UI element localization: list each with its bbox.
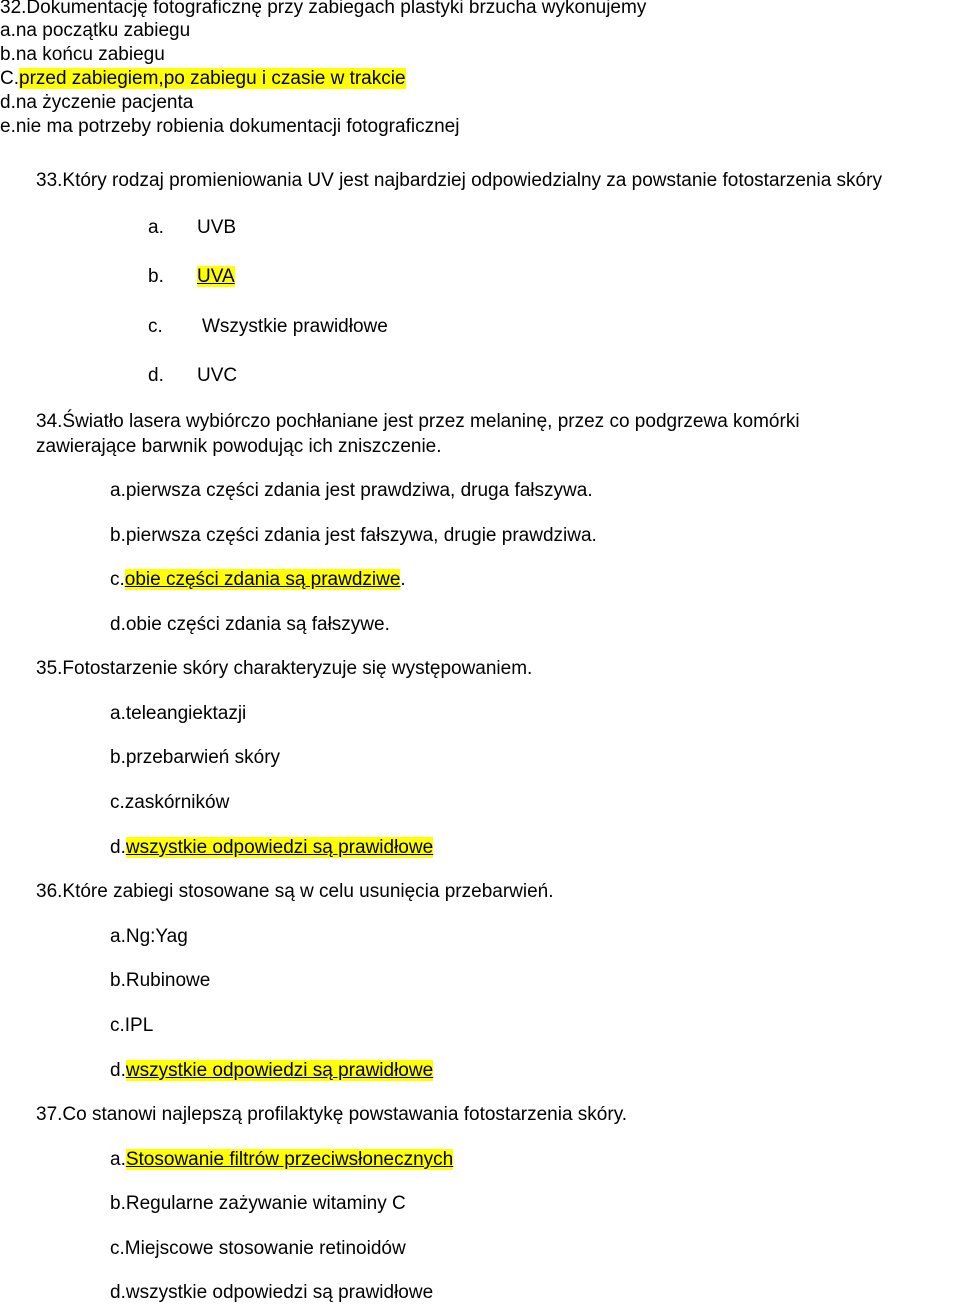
q32-option-a: a.na początku zabiegu — [0, 20, 191, 41]
q36-option-a: a.Ng:Yag — [110, 926, 188, 947]
q33-option-b — [148, 266, 235, 288]
q33-option-c-marker: c. — [148, 316, 163, 337]
q36-option-d — [110, 1060, 433, 1082]
q35-option-a: a.teleangiektazji — [110, 703, 247, 724]
q37-option-a-marker: a. — [110, 1149, 126, 1170]
q33-option-c-text: Wszystkie prawidłowe — [202, 316, 388, 337]
q33-correct-answer-highlight: UVA — [197, 266, 235, 287]
q32-question: 32.Dokumentację fotograficznę przy zabiegach plastyki brzucha wykonujemy — [0, 0, 647, 18]
q32-option-c-marker: C. — [0, 68, 19, 89]
q36-option-b: b.Rubinowe — [110, 970, 211, 991]
q34-option-c-period: . — [400, 569, 406, 590]
q35-option-d — [110, 837, 433, 859]
q34-option-c-marker: c. — [110, 569, 125, 590]
q37-option-b: b.Regularne zażywanie witaminy C — [110, 1193, 406, 1214]
q33-option-a — [148, 217, 236, 239]
q33-question: 33.Który rodzaj promieniowania UV jest najbardziej odpowiedzialny za powstanie fotostarzenia skóry — [36, 170, 882, 191]
q34-question-line2: zawierające barwnik powodując ich zniszczenie. — [36, 436, 442, 457]
q35-option-d-marker: d. — [110, 837, 126, 858]
q36-option-c: c.IPL — [110, 1015, 154, 1036]
q33-option-d — [148, 365, 237, 387]
q35-correct-answer-highlight: wszystkie odpowiedzi są prawidłowe — [125, 837, 434, 858]
q33-option-a-marker: a. — [148, 217, 164, 238]
q37-question: 37.Co stanowi najlepszą profilaktykę powstawania fotostarzenia skóry. — [36, 1104, 628, 1125]
q35-option-b: b.przebarwień skóry — [110, 747, 281, 768]
q37-option-a — [110, 1149, 453, 1171]
q34-option-d: d.obie części zdania są fałszywe. — [110, 614, 390, 635]
q32-correct-answer-highlight: przed zabiegiem,po zabiegu i czasie w trakcie — [19, 68, 406, 89]
q32-option-e: e.nie ma potrzeby robienia dokumentacji fotograficznej — [0, 116, 460, 137]
q34-option-b: b.pierwsza części zdania jest fałszywa, drugie prawdziwa. — [110, 525, 597, 546]
q32-option-c — [0, 68, 406, 90]
q36-correct-answer-highlight: wszystkie odpowiedzi są prawidłowe — [125, 1060, 434, 1081]
q35-question: 35.Fotostarzenie skóry charakteryzuje się występowaniem. — [36, 658, 533, 679]
q34-question-line1: 34.Światło lasera wybiórczo pochłaniane jest przez melaninę, przez co podgrzewa komórki — [36, 411, 800, 432]
q37-option-c: c.Miejscowe stosowanie retinoidów — [110, 1238, 406, 1259]
q33-option-b-marker: b. — [148, 266, 164, 287]
q34-option-c — [110, 569, 406, 591]
q37-option-d: d.wszystkie odpowiedzi są prawidłowe — [110, 1282, 434, 1303]
q33-option-d-marker: d. — [148, 365, 164, 386]
q32-option-b: b.na końcu zabiegu — [0, 44, 165, 65]
q35-option-c: c.zaskórników — [110, 792, 230, 813]
q33-option-d-text: UVC — [197, 365, 238, 386]
q34-correct-answer-highlight: obie części zdania są prawdziwe — [124, 569, 401, 590]
q33-option-a-text: UVB — [197, 217, 237, 238]
q37-correct-answer-highlight: Stosowanie filtrów przeciwsłonecznych — [125, 1149, 454, 1170]
q34-option-a: a.pierwsza części zdania jest prawdziwa, druga fałszywa. — [110, 480, 593, 501]
q33-option-c — [148, 316, 388, 338]
q36-question: 36.Które zabiegi stosowane są w celu usunięcia przebarwień. — [36, 881, 554, 902]
q32-option-d: d.na życzenie pacjenta — [0, 92, 194, 113]
q36-option-d-marker: d. — [110, 1060, 126, 1081]
